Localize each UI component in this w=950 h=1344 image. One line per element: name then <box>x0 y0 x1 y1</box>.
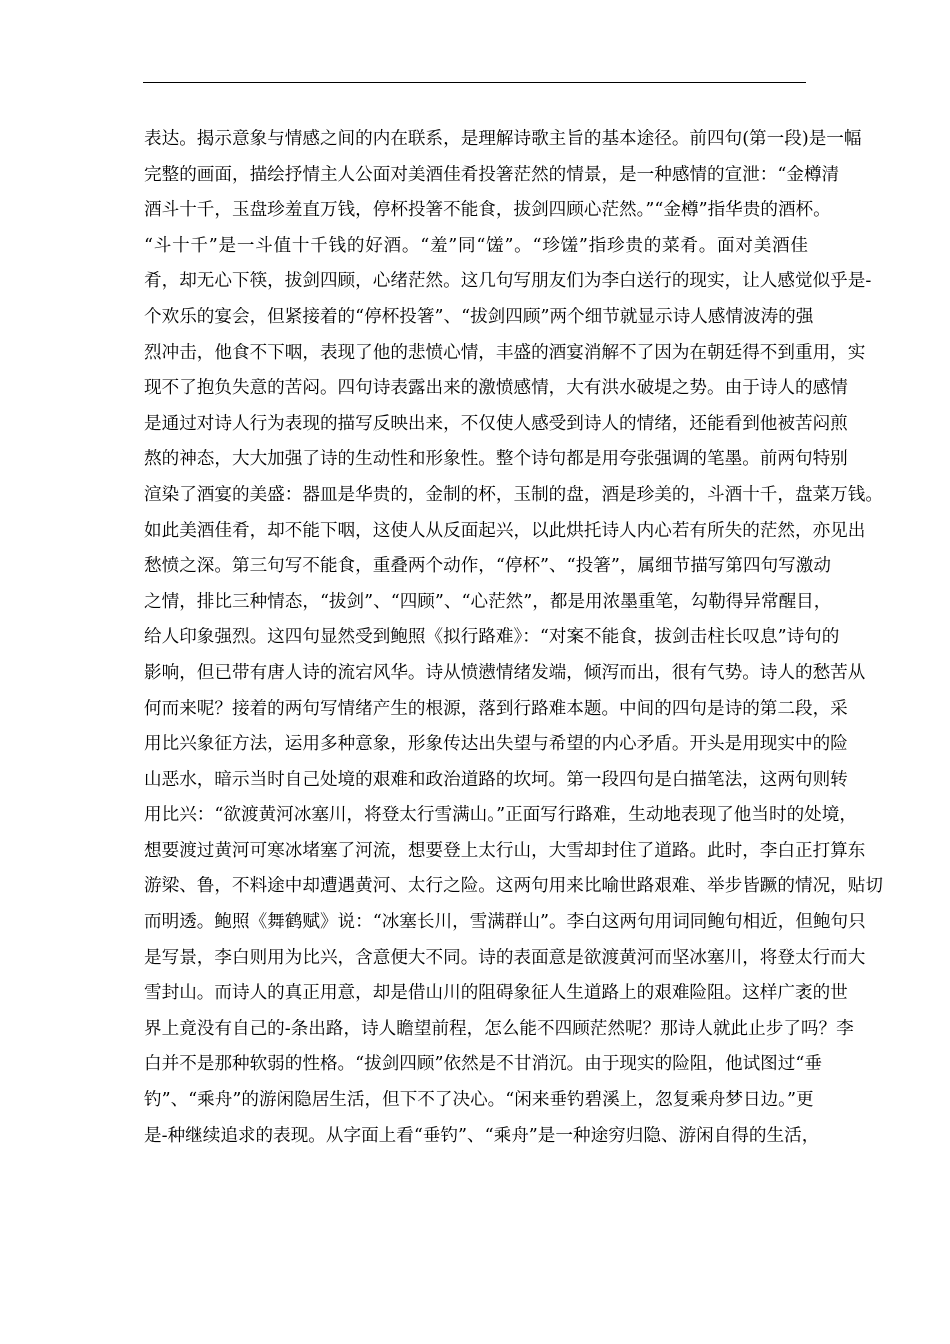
text-line: 是通过对诗人行为表现的描写反映出来，不仅使人感受到诗人的情绪，还能看到他被苦闷煎 <box>144 413 848 434</box>
text-line: 是-种继续追求的表现。从字面上看“垂钓”、“乘舟”是一种途穷归隐、游闲自得的生活， <box>144 1125 820 1146</box>
text-line: 影响，但已带有唐人诗的流宕风华。诗从愤懑情绪发端，倾泻而出，很有气势。诗人的愁苦从 <box>144 662 866 683</box>
text-line: 如此美酒佳肴，却不能下咽，这使人从反面起兴，以此烘托诗人内心若有所失的茫然，亦见出 <box>144 520 866 541</box>
text-line: 钓”、“乘舟”的游闲隐居生活，但下不了决心。“闲来垂钓碧溪上，忽复乘舟梦日边。”更 <box>144 1090 814 1111</box>
text-line: 用比兴象征方法，运用多种意象，形象传达出失望与希望的内心矛盾。开头是用现实中的险 <box>144 734 848 755</box>
text-line: 何而来呢？接着的两句写情绪产生的根源，落到行路难本题。中间的四句是诗的第二段，采 <box>144 698 848 719</box>
text-line: 完整的画面，描绘抒情主人公面对美酒佳肴投箸茫然的情景，是一种感情的宣泄：“金樽清 <box>144 164 840 185</box>
text-line: “斗十千”是一斗值十千钱的好酒。“羞”同“馐”。“珍馐”指珍贵的菜肴。面对美酒佳 <box>144 235 808 256</box>
text-line: 山恶水，暗示当时自己处境的艰难和政治道路的坎坷。第一段四句是白描笔法，这两句则转 <box>144 769 848 790</box>
text-line: 雪封山。而诗人的真正用意，却是借山川的阻碍象征人生道路上的艰难险阻。这样广袤的世 <box>144 983 848 1004</box>
text-line: 表达。揭示意象与情感之间的内在联系，是理解诗歌主旨的基本途径。前四句(第一段)是一幅 <box>144 129 862 149</box>
text-line: 愁愤之深。第三句写不能食，重叠两个动作，“停杯”、“投箸”，属细节描写第四句写激动 <box>144 556 831 577</box>
text-line: 酒斗十千，玉盘珍羞直万钱，停杯投箸不能食，拔剑四顾心茫然。”“金樽”指华贵的酒杯。 <box>144 200 831 221</box>
text-line: 渲染了酒宴的美盛：器皿是华贵的，金制的杯，玉制的盘，酒是珍美的，斗酒十千，盘菜万钱。 <box>144 484 883 505</box>
text-line: 游梁、鲁，不料途中却遭遇黄河、太行之险。这两句用来比喻世路艰难、举步皆蹶的情况，贴切 <box>144 876 883 897</box>
text-line: 之情，排比三种情态，“拔剑”、“四顾”、“心茫然”，都是用浓墨重笔，勾勒得异常醒目， <box>144 591 832 612</box>
text-line: 是写景，李白则用为比兴，含意便大不同。诗的表面意是欲渡黄河而坚冰塞川，将登太行而大 <box>144 947 866 968</box>
text-line: 界上竟没有自己的-条出路，诗人瞻望前程，怎么能不四顾茫然呢？那诗人就此止步了吗？李 <box>144 1018 854 1039</box>
text-line: 烈冲击，他食不下咽，表现了他的悲愤心情，丰盛的酒宴消解不了因为在朝廷得不到重用，实 <box>144 342 866 363</box>
text-line: 想要渡过黄河可寒冰堵塞了河流，想要登上太行山，大雪却封住了道路。此时，李白正打算东 <box>144 840 866 861</box>
text-line: 白并不是那种软弱的性格。“拔剑四顾”依然是不甘消沉。由于现实的险阻，他试图过“垂 <box>144 1054 822 1075</box>
text-line: 肴，却无心下筷，拔剑四顾，心绪茫然。这几句写朋友们为李白送行的现实，让人感觉似乎是- <box>144 271 872 292</box>
text-line: 现不了抱负失意的苦闷。四句诗表露出来的激愤感情，大有洪水破堤之势。由于诗人的感情 <box>144 378 848 399</box>
text-line: 熬的神态，大大加强了诗的生动性和形象性。整个诗句都是用夸张强调的笔墨。前两句特别 <box>144 449 848 470</box>
text-line: 用比兴：“欲渡黄河冰塞川，将登太行雪满山。”正面写行路难，生动地表现了他当时的处境， <box>144 805 857 826</box>
header-rule <box>143 82 806 83</box>
text-line: 而明透。鲍照《舞鹤赋》说：“冰塞长川，雪满群山”。李白这两句用词同鲍句相近，但鲍句只 <box>144 912 866 933</box>
text-line: 给人印象强烈。这四句显然受到鲍照《拟行路难》：“对案不能食，拔剑击柱长叹息”诗句的 <box>144 627 840 648</box>
text-line: 个欢乐的宴会，但紧接着的“停杯投箸”、“拔剑四顾”两个细节就显示诗人感情波涛的强 <box>144 306 814 327</box>
document-body <box>144 122 883 1154</box>
